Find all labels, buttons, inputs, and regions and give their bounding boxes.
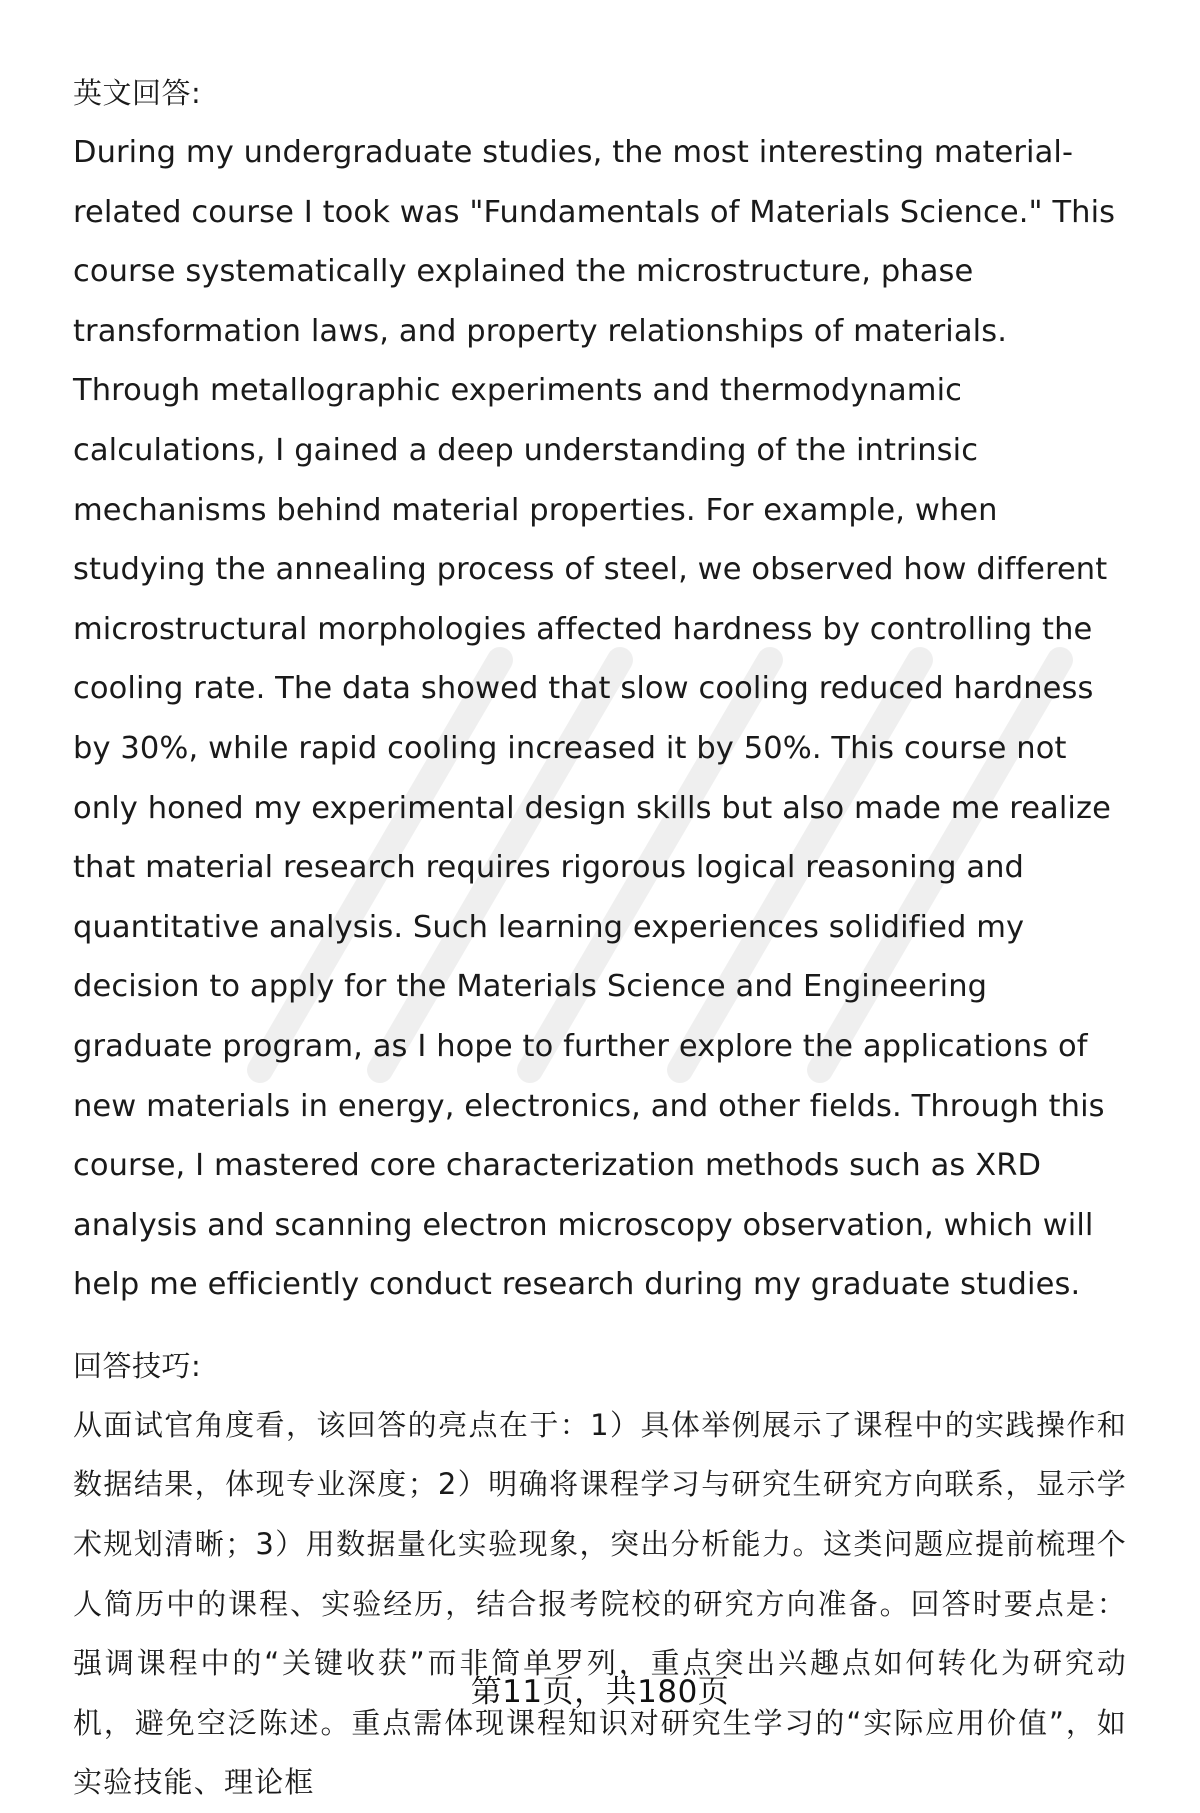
tips-body-text: 从面试官角度看，该回答的亮点在于：1）具体举例展示了课程中的实践操作和数据结果，体现专业深度；2）明确将课程学习与研究生研究方向联系，显示学术规划清晰；3）用数据量化实验现象，突出分析能力。这类问题应提前梳理个人简历中的课程、实验经历，结合报考院校的研究方向准备。回答时要点是：强调课程中的“关键收获”而非简单罗列，重点突出兴趣点如何转化为研究动机，避免空泛陈述。重点需体现课程知识对研究生学习的“实际应用价值”，如实验技能、理论框 xyxy=(73,1407,1127,1800)
tips-section-label: 回答技巧: xyxy=(73,1348,202,1383)
answer-section-label: 英文回答: xyxy=(73,76,202,110)
section-gap xyxy=(73,1315,1127,1337)
answer-body-text: During my undergraduate studies, the most interesting material-related course I took was "Fundamentals of Materials Science." This course systematically explained the microstructure, phase transformation laws, and property relationships of materials. Through metallographic experiments and thermodynamic calculations, I gained a deep understanding of the intrinsic mechanisms behind material properties. For example, when studying the annealing process of steel, we observed how different microstructural morphologies affected hardness by controlling the cooling rate. The data showed that slow cooling reduced hardness by 30%, while rapid cooling increased it by 50%. This course not only honed my experimental design skills but also made me realize that material research requires rigorous logical reasoning and quantitative analysis. Such learning experiences solidified my decision to apply for the Materials Science and Engineering graduate program, as I hope to further explore the applications of new materials in energy, electronics, and other fields. Through this course, I mastered core characterization methods such as XRD analysis and scanning electron microscopy observation, which will help me efficiently conduct research during my graduate studies. xyxy=(73,135,1116,1303)
page-number-footer: 第11页，共180页 xyxy=(470,1674,730,1710)
